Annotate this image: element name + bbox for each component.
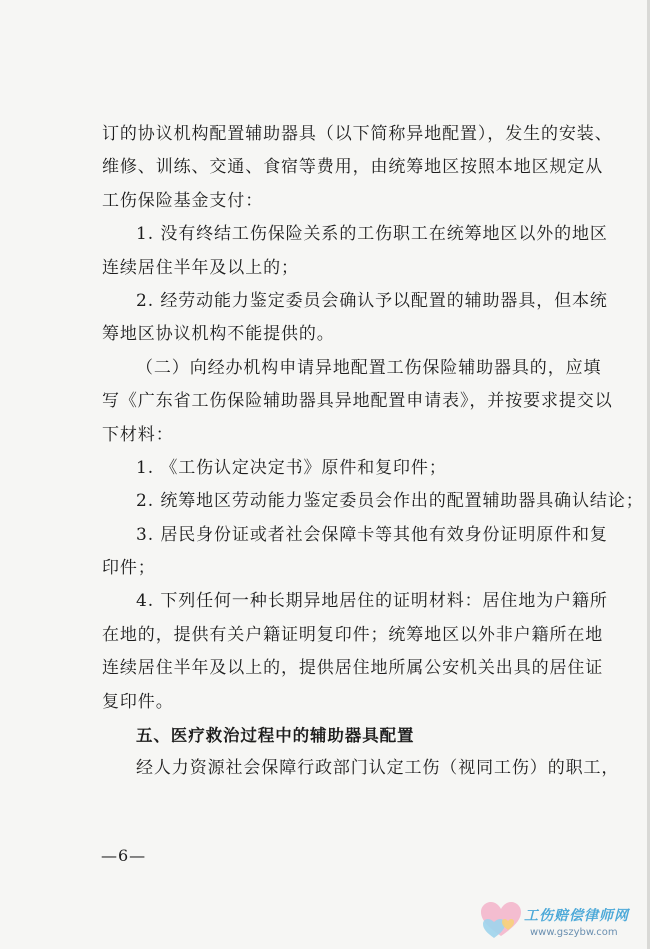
section-heading: 五、医疗救治过程中的辅助器具配置 [136, 726, 415, 746]
page-number: —6— [101, 846, 147, 865]
text-line: 维修、训练、交通、食宿等费用，由统筹地区按照本地区规定从 [102, 157, 604, 178]
text-line: 经人力资源社会保障行政部门认定工伤（视同工伤）的职工， [136, 758, 620, 779]
text-line: 筹地区协议机构不能提供的。 [102, 324, 335, 345]
text-line: 工伤保险基金支付： [102, 190, 264, 211]
text-line: 连续居住半年及以上的； [102, 257, 299, 278]
text-line: 1. 《工伤认定决定书》原件和复印件； [136, 457, 447, 478]
watermark-title: 工伤赔偿律师网 [524, 908, 629, 924]
document-body [102, 118, 644, 786]
text-line: 4. 下列任何一种长期异地居住的证明材料：居住地为户籍所 [136, 591, 608, 612]
text-line: 印件； [102, 558, 156, 579]
site-watermark [478, 896, 646, 946]
text-line: 1. 没有终结工伤保险关系的工伤职工在统筹地区以外的地区 [136, 224, 608, 245]
text-line: 下材料： [102, 424, 174, 445]
text-line: 写《广东省工伤保险辅助器具异地配置申请表》，并按要求提交以 [102, 391, 613, 412]
text-line: 2. 经劳动能力鉴定委员会确认予以配置的辅助器具，但本统 [136, 290, 608, 311]
text-line: 订的协议机构配置辅助器具（以下简称异地配置），发生的安装、 [102, 124, 613, 144]
text-line: 2. 统筹地区劳动能力鉴定委员会作出的配置辅助器具确认结论； [136, 491, 644, 512]
watermark-url: www.gszybw.com [530, 927, 618, 938]
text-line: 3. 居民身份证或者社会保障卡等其他有效身份证明原件和复 [136, 524, 608, 545]
text-line: 在地的，提供有关户籍证明复印件；统筹地区以外非户籍所在地 [102, 624, 604, 645]
heart-logo-icon [478, 900, 524, 940]
text-line: （二）向经办机构申请异地配置工伤保险辅助器具的，应填 [136, 357, 602, 378]
text-line: 连续居住半年及以上的，提供居住地所属公安机关出具的居住证 [102, 658, 604, 679]
text-line: 复印件。 [102, 691, 174, 712]
